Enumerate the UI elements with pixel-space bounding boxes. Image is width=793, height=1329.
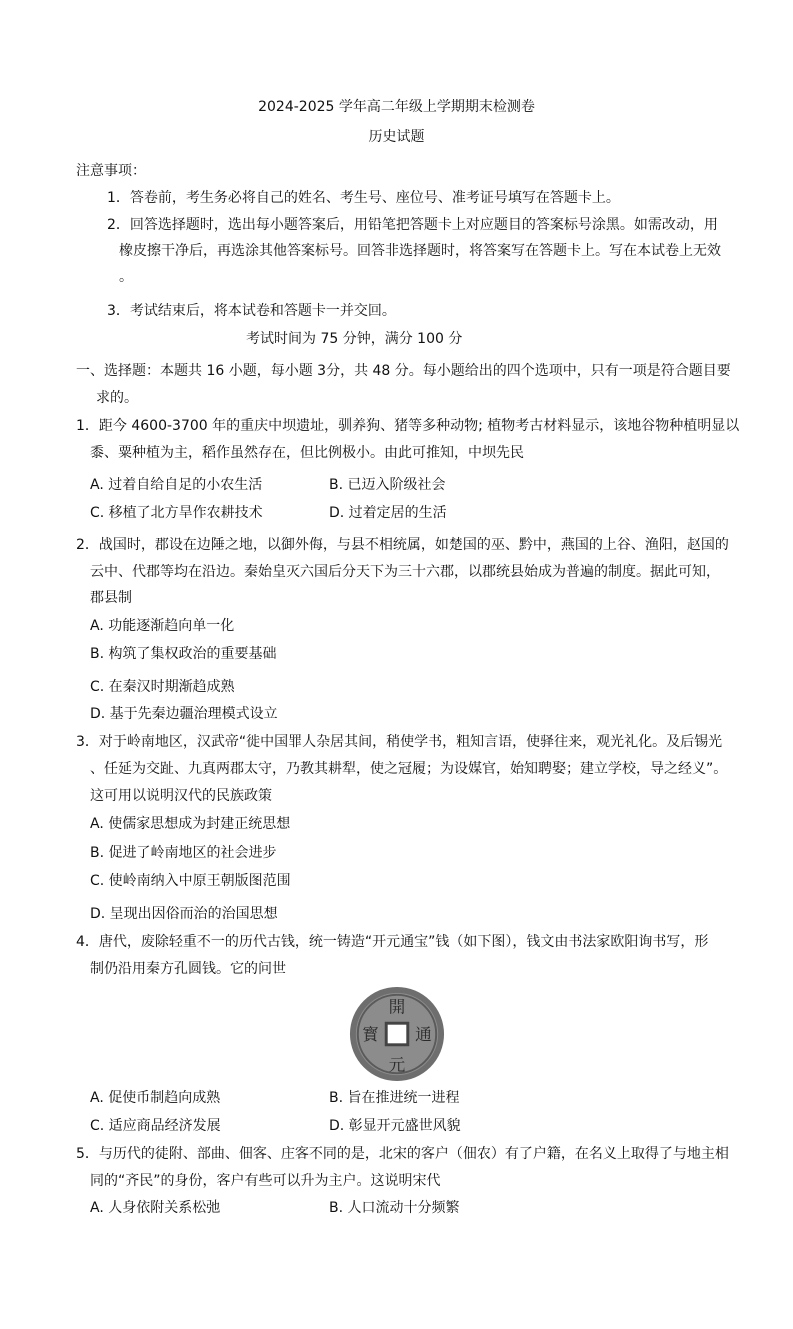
option-d: D. 呈现出因俗而治的治国思想 [90,906,278,922]
note-item: 3．考试结束后，将本试卷和答题卡一并交回。 [107,303,396,319]
option-a: A. 过着自给自足的小农生活 [90,477,263,493]
section-heading: 一、选择题：本题共 16 小题，每小题 3分，共 48 分。每小题给出的四个选项中，只有一项是符合题目要 [76,363,731,379]
option-a: A. 人身依附关系松弛 [90,1200,221,1216]
option-b: B. 促进了岭南地区的社会进步 [90,845,277,861]
coin-char-top: 開 [388,997,406,1017]
kaiyuan-tongbao-coin-image [348,985,446,1083]
option-c: C. 在秦汉时期渐趋成熟 [90,679,235,695]
option-d: D. 过着定居的生活 [329,505,447,521]
option-b: B. 已迈入阶级社会 [329,477,446,493]
question-stem: 1．距今 4600-3700 年的重庆中坝遗址，驯养狗、猪等多种动物; 植物考古材料显示，该地谷物种植明显以 [76,418,740,434]
exam-title: 2024-2025 学年高二年级上学期期末检测卷 [258,99,535,115]
note-item-continuation: 。 [119,269,133,285]
option-c: C. 移植了北方旱作农耕技术 [90,505,263,521]
coin-char-right: 通 [415,1024,432,1044]
note-item-continuation: 橡皮擦干净后，再选涂其他答案标号。回答非选择题时，将答案写在答题卡上。写在本试卷上无效 [119,243,721,259]
question-stem: 郡县制 [90,590,132,606]
option-d: D. 彰显开元盛世风貌 [329,1118,461,1134]
note-item: 1．答卷前，考生务必将自己的姓名、考生号、座位号、准考证号填写在答题卡上。 [107,190,620,206]
question-stem: 同的“齐民”的身份，客户有些可以升为主户。这说明宋代 [90,1173,441,1189]
option-a: A. 促使币制趋向成熟 [90,1090,221,1106]
coin-char-left: 寳 [362,1024,379,1044]
option-a: A. 使儒家思想成为封建正统思想 [90,816,291,832]
section-heading-continuation: 求的。 [96,390,138,406]
question-stem: 制仍沿用秦方孔圆钱。它的问世 [90,961,286,977]
question-stem: 这可用以说明汉代的民族政策 [90,788,272,804]
coin-square-hole [386,1023,408,1045]
exam-time-info: 考试时间为 75 分钟，满分 100 分 [246,331,463,347]
question-stem: 3．对于岭南地区，汉武帝“徙中国罪人杂居其间，稍使学书，粗知言语，使驿往来，观光礼化。及后锡光 [76,734,723,750]
option-a: A. 功能逐渐趋向单一化 [90,618,235,634]
question-stem: 4．唐代，废除轻重不一的历代古钱，统一铸造“开元通宝”钱（如下图），钱文由书法家欧阳询书写，形 [76,934,709,950]
question-stem: 5．与历代的徒附、部曲、佃客、庄客不同的是，北宋的客户（佃农）有了户籍，在名义上取得了与地主相 [76,1146,729,1162]
option-b: B. 构筑了集权政治的重要基础 [90,646,277,662]
notes-heading: 注意事项： [76,163,146,179]
coin-char-bottom: 元 [388,1055,406,1075]
question-stem: 云中、代郡等均在沿边。秦始皇灭六国后分天下为三十六郡，以郡统县始成为普遍的制度。据此可知， [90,564,720,580]
subject-title: 历史试题 [368,129,425,145]
question-stem: 2．战国时，郡设在边陲之地，以御外侮，与县不相统属，如楚国的巫、黔中，燕国的上谷、渔阳，赵国的 [76,537,729,553]
option-b: B. 人口流动十分频繁 [329,1200,460,1216]
option-b: B. 旨在推进统一进程 [329,1090,460,1106]
option-c: C. 适应商品经济发展 [90,1118,221,1134]
option-d: D. 基于先秦边疆治理模式设立 [90,706,278,722]
note-item: 2．回答选择题时，选出每小题答案后，用铅笔把答题卡上对应题目的答案标号涂黑。如需改动，用 [107,217,718,233]
option-c: C. 使岭南纳入中原王朝版图范围 [90,873,291,889]
question-stem: 黍、粟种植为主，稻作虽然存在，但比例极小。由此可推知，中坝先民 [90,445,524,461]
question-stem: 、任延为交趾、九真两郡太守，乃教其耕犁，使之冠履；为设媒官，始知聘娶；建立学校，导之经义”。 [90,761,728,777]
